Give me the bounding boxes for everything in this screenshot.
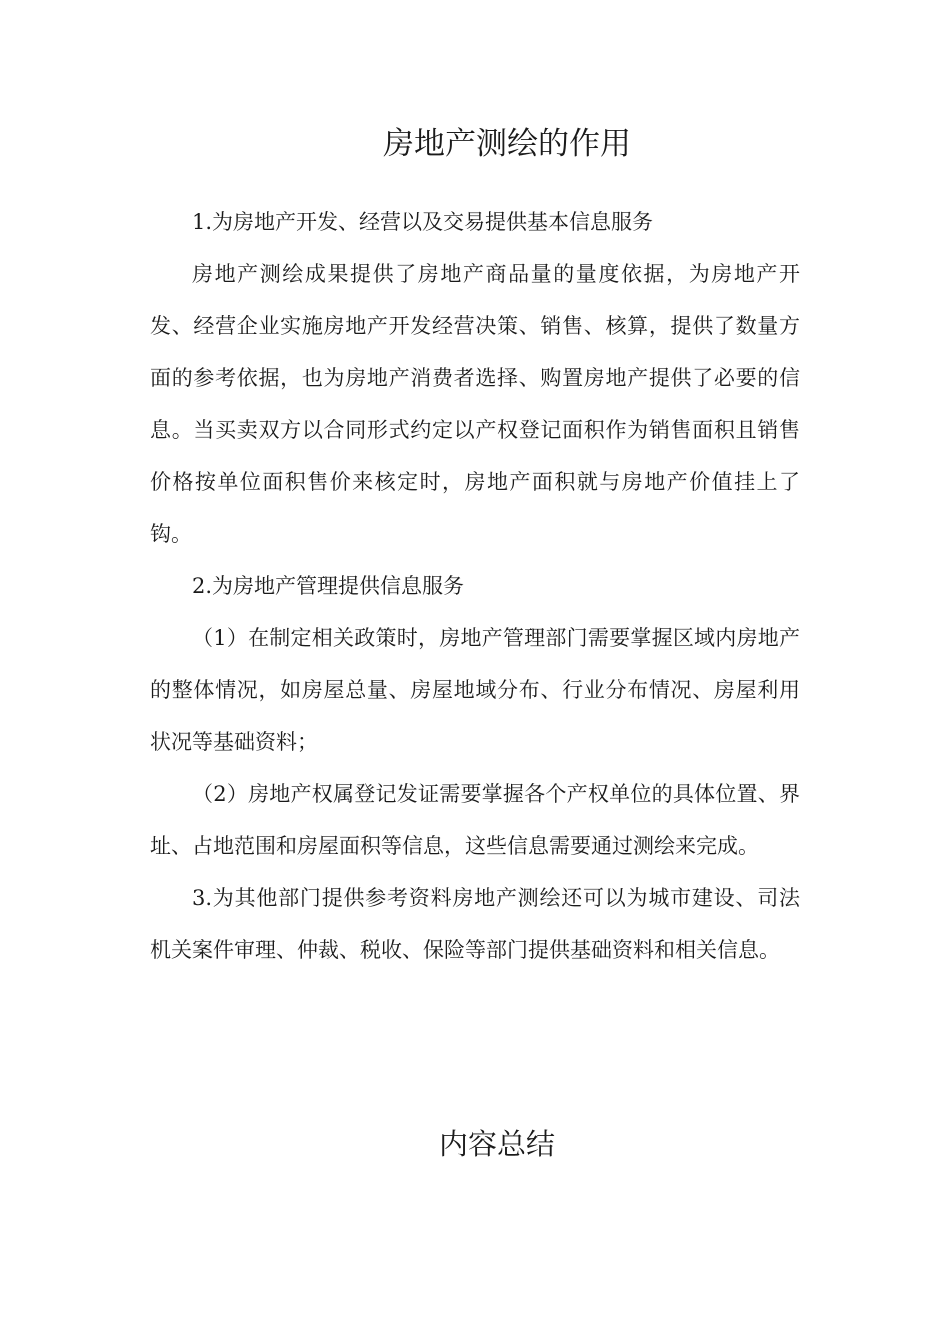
summary-title: 内容总结	[438, 1127, 555, 1161]
section-heading-2: 2.为房地产管理提供信息服务	[192, 574, 465, 598]
section-3: 3.为其他部门提供参考资料房地产测绘还可以为城市建设、司法机关案件审理、仲裁、税收、保险等部门提供基础资料和相关信息。	[150, 886, 800, 962]
section-heading-1: 1.为房地产开发、经营以及交易提供基本信息服务	[192, 210, 654, 234]
document-body	[150, 196, 800, 976]
list-item-2: （2）房地产权属登记发证需要掌握各个产权单位的具体位置、界址、占地范围和房屋面积等信息，这些信息需要通过测绘来完成。	[150, 782, 800, 858]
page-title: 房地产测绘的作用	[383, 126, 631, 162]
list-item-1: （1）在制定相关政策时，房地产管理部门需要掌握区域内房地产的整体情况，如房屋总量、房屋地域分布、行业分布情况、房屋利用状况等基础资料；	[150, 626, 800, 754]
paragraph-1: 房地产测绘成果提供了房地产商品量的量度依据，为房地产开发、经营企业实施房地产开发经营决策、销售、核算，提供了数量方面的参考依据，也为房地产消费者选择、购置房地产提供了必要的信息。当买卖双方以合同形式约定以产权登记面积作为销售面积且销售价格按单位面积售价来核定时，房地产面积就与房地产价值挂上了钩。	[150, 262, 800, 546]
